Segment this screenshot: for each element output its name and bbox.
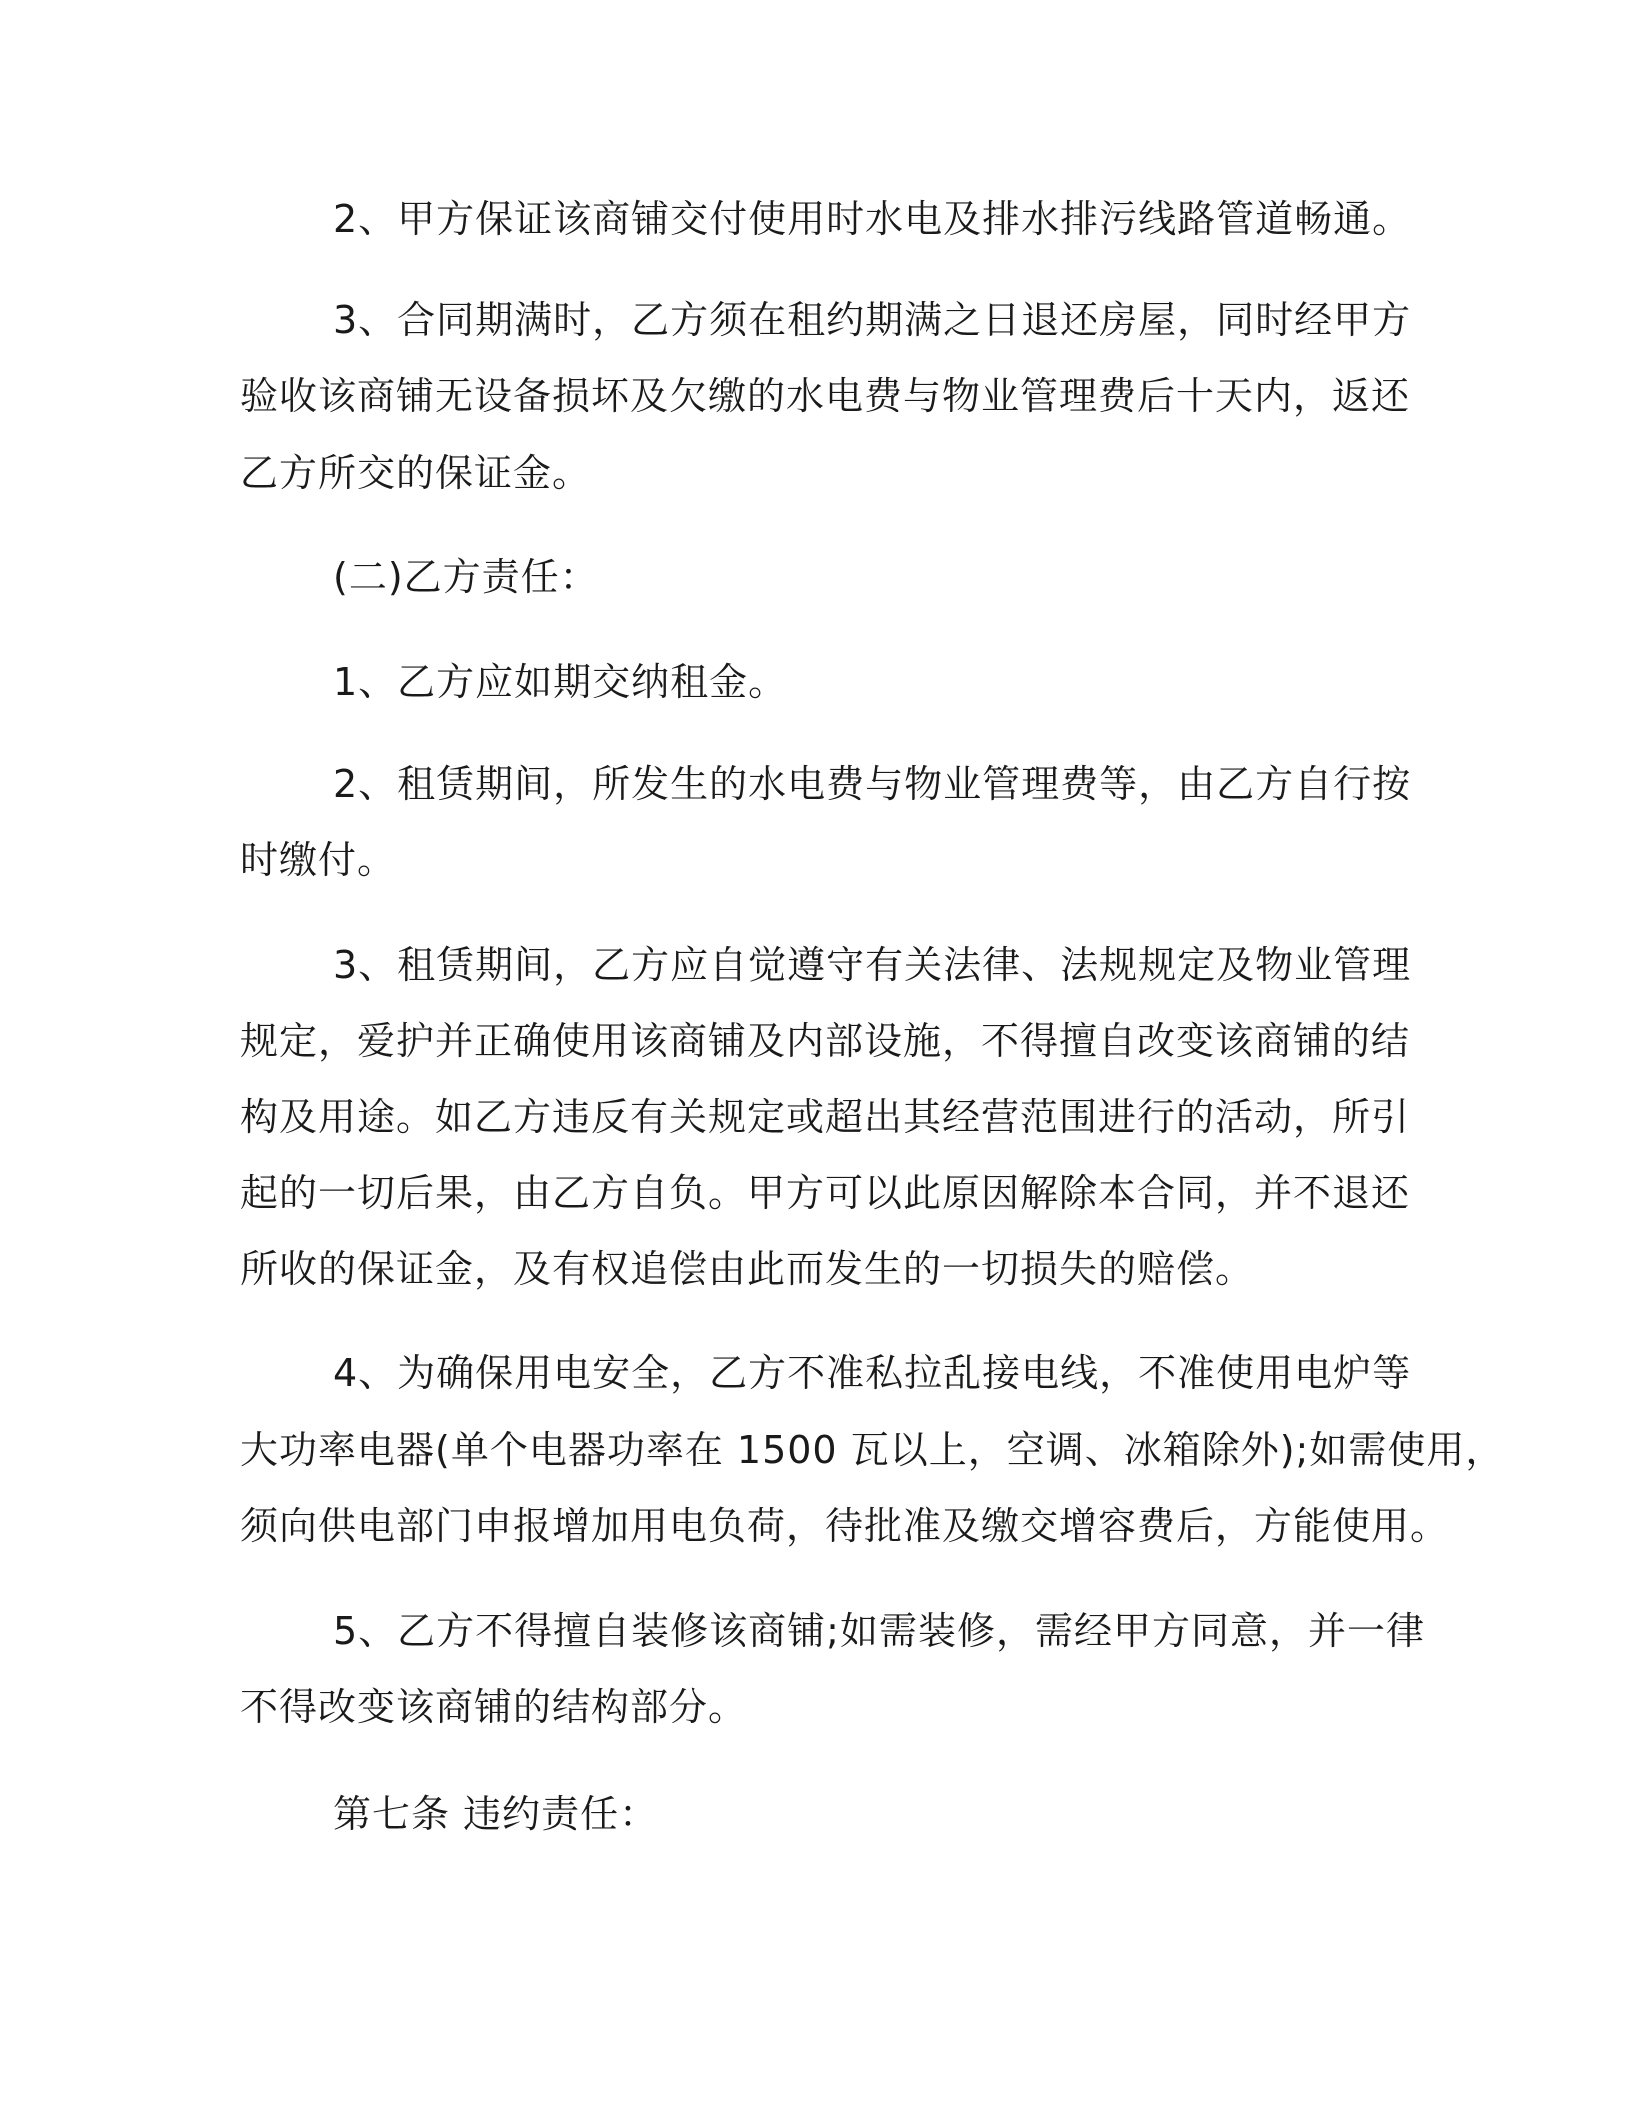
text-line: 验收该商铺无设备损坏及欠缴的水电费与物业管理费后十天内，返还 [240, 374, 1411, 418]
text-line: 1、乙方应如期交纳租金。 [333, 660, 788, 704]
section-heading: (二)乙方责任： [333, 555, 599, 599]
text-line: 构及用途。如乙方违反有关规定或超出其经营范围进行的活动，所引 [240, 1095, 1411, 1139]
text-line: 3、租赁期间，乙方应自觉遵守有关法律、法规规定及物业管理 [333, 943, 1412, 987]
text-line: 所收的保证金，及有权追偿由此而发生的一切损失的赔偿。 [240, 1247, 1255, 1291]
text-line: 须向供电部门申报增加用电负荷，待批准及缴交增容费后，方能使用。 [240, 1504, 1450, 1548]
text-line: 2、租赁期间，所发生的水电费与物业管理费等，由乙方自行按 [333, 762, 1412, 806]
text-line: 规定，爱护并正确使用该商铺及内部设施，不得擅自改变该商铺的结 [240, 1019, 1411, 1063]
text-line: 乙方所交的保证金。 [240, 451, 592, 495]
text-line: 起的一切后果，由乙方自负。甲方可以此原因解除本合同，并不退还 [240, 1171, 1411, 1215]
text-line: 不得改变该商铺的结构部分。 [240, 1685, 748, 1729]
text-line: 5、乙方不得擅自装修该商铺;如需装修，需经甲方同意，并一律 [333, 1609, 1425, 1653]
text-line: 4、为确保用电安全，乙方不准私拉乱接电线，不准使用电炉等 [333, 1351, 1412, 1395]
article-heading: 第七条 违约责任： [333, 1792, 659, 1836]
text-line: 3、合同期满时，乙方须在租约期满之日退还房屋，同时经甲方 [333, 298, 1412, 342]
text-line: 时缴付。 [240, 838, 397, 882]
text-line: 2、甲方保证该商铺交付使用时水电及排水排污线路管道畅通。 [333, 197, 1412, 241]
text-line: 大功率电器(单个电器功率在 1500 瓦以上，空调、冰箱除外);如需使用， [240, 1428, 1505, 1472]
